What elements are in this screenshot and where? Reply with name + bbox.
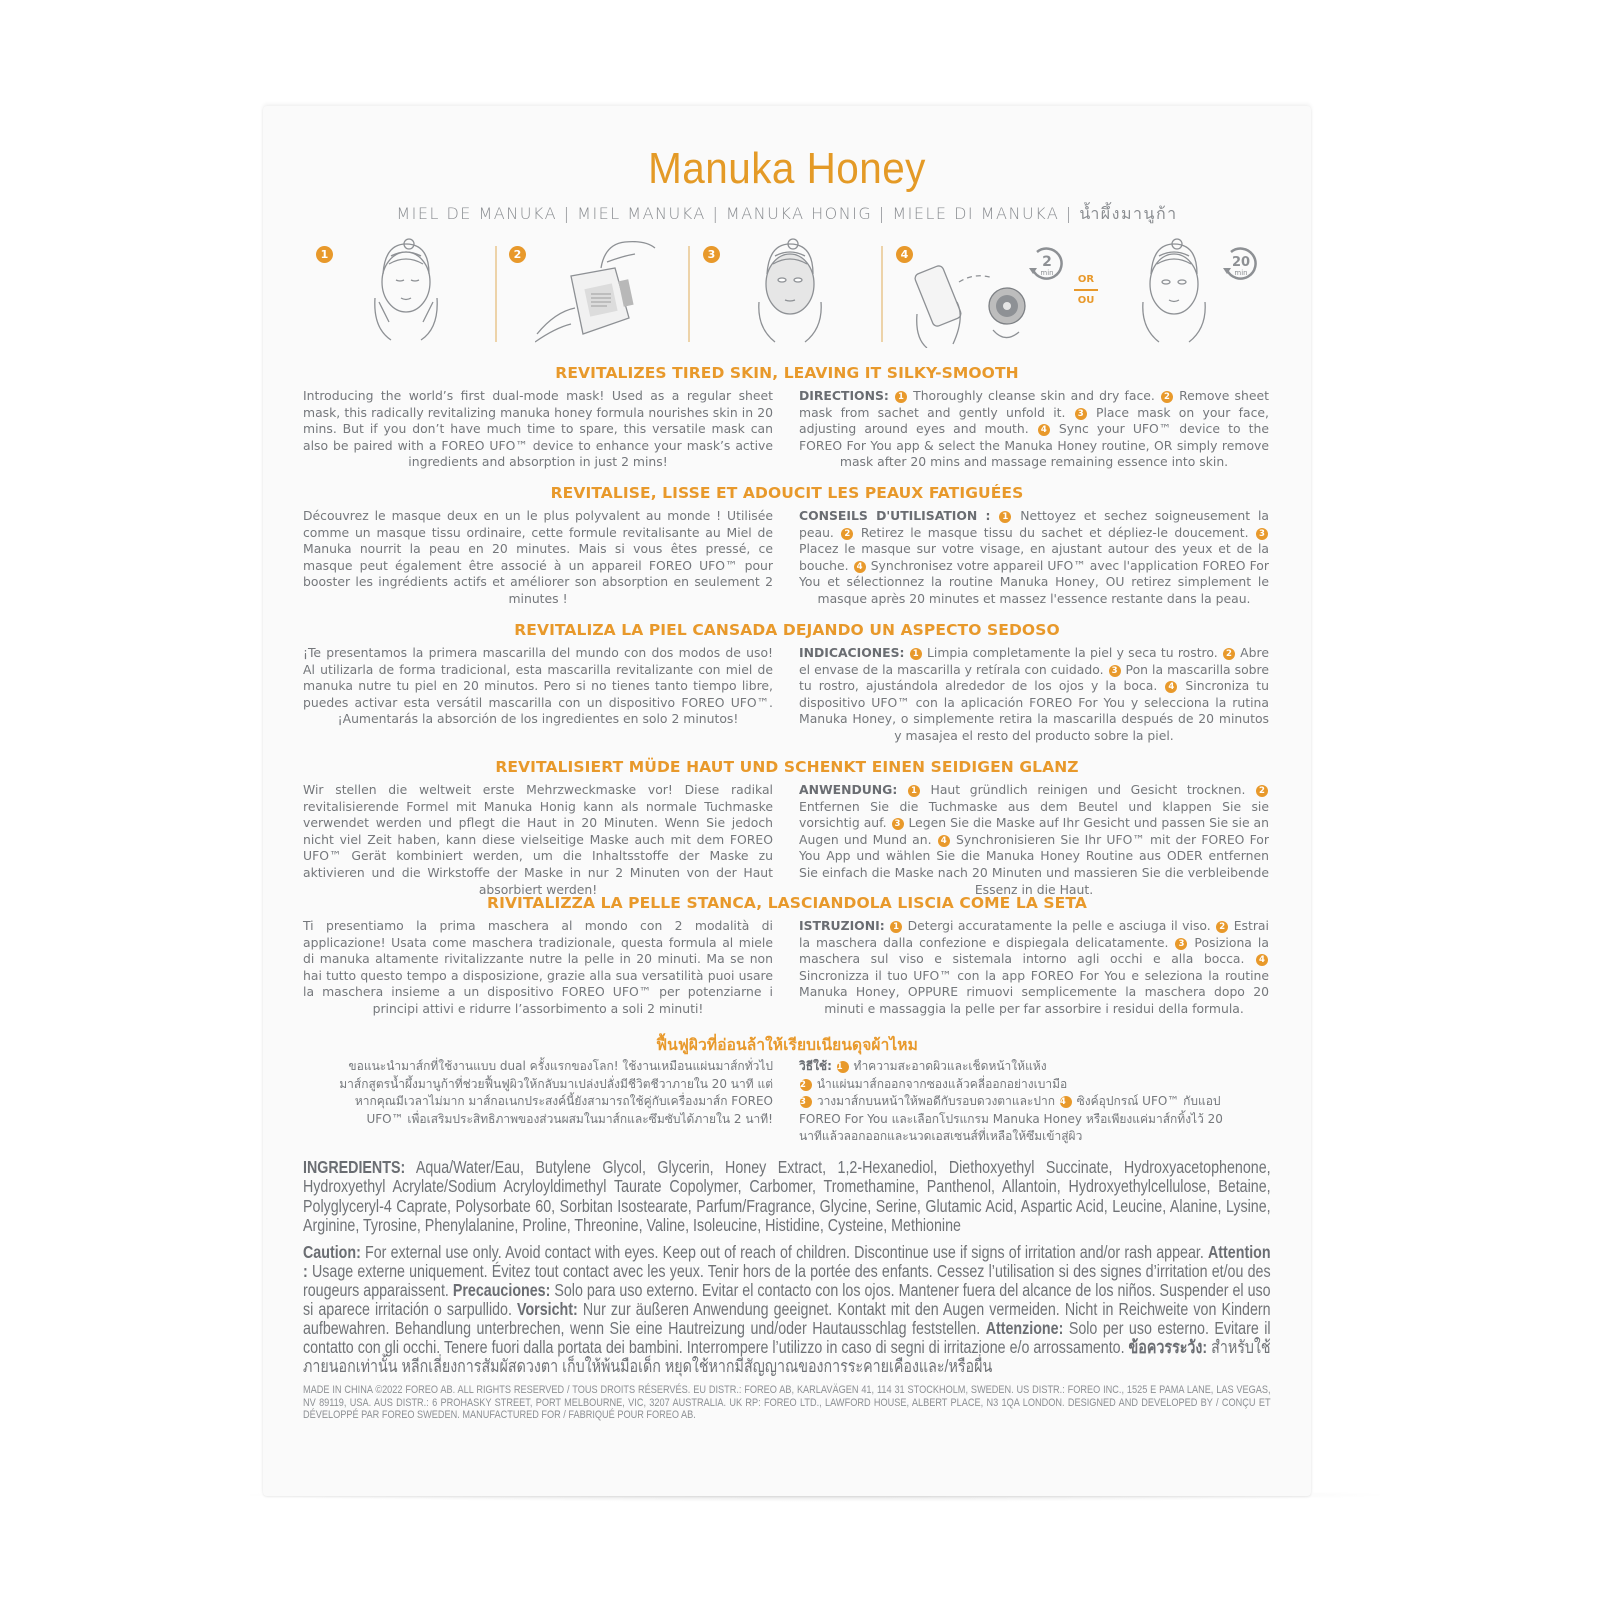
face-cleansing-illustration	[361, 236, 451, 348]
caution-text-it: Solo per uso esterno. Evitare il contatto con gli occhi. Tenere fuori dalla portata dei bambini. Interrompere l’utilizzo in caso di segni di irritazione e/o arrossamento.	[303, 1318, 1271, 1357]
or-separator	[1071, 274, 1101, 306]
legal-footer: MADE IN CHINA ©2022 FOREO AB. ALL RIGHTS RESERVED / TOUS DROITS RÉSERVÉS. EU DISTR.: FOREO AB, KARLAVÄGEN 41, 114 31 STOCKHOLM, SWEDEN. US DISTR.: FOREO INC., 1525 E PAMA LANE, LAS VEGAS, NV 89119, USA. AUS DISTR.: 6 PROHASKY STREET, PORT MELBOURNE, VIC, 3207 AUSTRALIA. UK RP: FOREO LTD., LAWFORD HOUSE, ALBERT PLACE, N3 1QA LONDON. DESIGNED AND DEVELOPED BY / CONÇU ET DÉVELOPPÉ PAR FOREO SWEDEN. MANUFACTURED FOR / FABRIQUÉ POUR FOREO AB.	[303, 1384, 1271, 1422]
direction-step: Posiziona la maschera sul viso e sistemala intorno agli occhi e alla bocca.	[799, 934, 1269, 967]
product-subtitle-translations: MIEL DE MANUKA | MIEL MANUKA | MANUKA HONIG | MIELE DI MANUKA | น้ำผึ้งมานูก้า	[396, 204, 1178, 223]
direction-step: Abre el envase de la mascarilla y retírala con cuidado.	[799, 645, 1269, 677]
direction-step: ซิงค์อุปกรณ์ UFO™ กับแอป FOREO For You และเลือกโปรแกรม Manuka Honey หรือเพียงแค่มาส์กทิ้งไว้ 20 นาทีแล้วลอกออกและนวดเอสเซนส์ที่เหลือให้ซึมเข้าสู่ผิว	[799, 1094, 1223, 1143]
direction-step: Synchronisieren Sie Ihr UFO™ mit der FOREO For You App und wählen Sie die Manuka Honey Routine aus ODER entfernen Sie einfach die Maske nach 20 Minuten und massieren Sie die verbleibende Essenz in die Haut.	[799, 831, 1269, 897]
product-title: Manuka Honey	[648, 144, 926, 193]
directions-de	[799, 782, 1269, 898]
direction-step: Estrai la maschera dalla confezione e dispiegala delicatamente.	[799, 918, 1269, 950]
ingredients-list	[303, 1158, 1271, 1235]
caution-label-es: Precauciones:	[452, 1280, 551, 1300]
direction-step: Nettoyez et sechez soigneusement la peau.	[799, 508, 1269, 540]
section-heading-fr: REVITALISE, LISSE ET ADOUCIT LES PEAUX FATIGUÉES	[550, 484, 1024, 502]
step-number-icon: 3	[1256, 528, 1268, 540]
step-1-badge: 1	[316, 246, 333, 263]
svg-text:min: min	[1234, 269, 1248, 277]
step-number-icon: 2	[1216, 921, 1228, 933]
directions-label: ISTRUZIONI:	[799, 918, 885, 933]
direction-step: Remove sheet mask from sachet and gently unfold it.	[799, 388, 1269, 420]
caution-block	[303, 1243, 1271, 1376]
direction-step: วางมาส์กบนหน้าให้พอดีกับรอบดวงตาและปาก	[816, 1094, 1055, 1108]
step-number-icon: 3	[1175, 938, 1187, 950]
svg-text:2: 2	[1042, 254, 1052, 270]
caution-label-de: Vorsicht:	[517, 1299, 578, 1319]
caution-label-fr: Attention :	[303, 1242, 1271, 1281]
caution-text-de: Nur zur äußeren Anwendung geeignet. Kontakt mit den Augen vermeiden. Nicht in Reichweite von Kindern aufbewahren. Behandlung unterbrechen, wenn Sie eine Hautreizung und/oder Hautausschlag feststellen.	[303, 1299, 1271, 1338]
or-divider-line	[1074, 289, 1098, 291]
step-4-badge: 4	[896, 246, 913, 263]
directions-label: วิธีใช้:	[799, 1059, 832, 1073]
timer-20-min-icon	[1219, 246, 1259, 282]
step-number-icon: 3	[892, 818, 904, 830]
directions-it	[799, 918, 1269, 1018]
ingredients-label: INGREDIENTS:	[303, 1157, 406, 1177]
direction-step: Retirez le masque tissu du sachet et dépliez-le doucement.	[860, 524, 1249, 540]
direction-step: ทำความสะอาดผิวและเช็ดหน้าให้แห้ง	[853, 1059, 1047, 1073]
step-number-icon: 4	[938, 835, 950, 847]
step-divider	[881, 246, 883, 342]
directions-en	[799, 388, 1269, 471]
step-number-icon: 2	[1161, 391, 1173, 403]
step-divider	[688, 246, 690, 342]
intro-text-fr: Découvrez le masque deux en un le plus polyvalent au monde ! Utilisée comme un masque tissu ordinaire, cette formule revitalisante au Miel de Manuka nourrit la peau en 20 minutes. Mais si vous êtes pressé, ce masque peut également être associé à un appareil FOREO UFO™ pour booster les ingrédients actifs et améliorer son absorption en seulement 2 minutes !	[303, 508, 773, 606]
step-number-icon: 4	[1165, 681, 1177, 693]
intro-text-es: ¡Te presentamos la primera mascarilla del mundo con dos modos de uso! Al utilizarla de forma tradicional, esta mascarilla revitalizante con miel de manuka nutre tu piel en 20 minutos. Pero si no tienes tanto tiempo libre, puedes activar esta versátil mascarilla con un dispositivo FOREO UFO™. ¡Aumentarás la absorción de los ingredientes en solo 2 minutos!	[303, 645, 773, 727]
step-number-icon: 1	[890, 921, 902, 933]
intro-text-it: Ti presentiamo la prima maschera al mondo con 2 modalità di applicazione! Usata come maschera tradizionale, questa formula al miele di manuka altamente rivitalizzante nutre la pelle in 20 minuti. Ma se non hai tutto questo tempo a disposizione, grazie alla sua versatilità puoi usare la maschera insieme a un dispositivo FOREO UFO™ per potenziarne i principi attivi e ridurre l’assorbimento a soli 2 minuti!	[303, 918, 773, 1016]
directions-label: CONSEILS D'UTILISATION :	[799, 508, 991, 523]
step-number-icon: 2	[841, 528, 853, 540]
caution-text-fr: Usage externe uniquement. Évitez tout contact avec les yeux. Tenir hors de la portée des enfants. Cessez l’utilisation si des signes d’irritation et/ou des rougeurs apparaissent.	[303, 1261, 1271, 1300]
caution-label-en: Caution:	[303, 1242, 361, 1262]
step-number-icon: 2	[800, 1079, 812, 1091]
timer-2-min-icon	[1025, 246, 1065, 282]
step-number-icon: 1	[910, 648, 922, 660]
svg-text:20: 20	[1231, 255, 1251, 270]
ou-label: OU	[1077, 295, 1095, 306]
intro-text-en: Introducing the world’s first dual-mode mask! Used as a regular sheet mask, this radically revitalizing manuka honey formula nourishes skin in 20 mins. But if you don’t have much time to spare, this versatile mask can also be paired with a FOREO UFO™ device to enhance your mask’s active ingredients and absorption in just 2 mins!	[303, 388, 773, 470]
intro-text-de: Wir stellen die weltweit erste Mehrzweckmaske vor! Diese radikal revitalisierende Formel mit Manuka Honig kann als normale Tuchmaske verwendet werden und pflegt die Haut in 20 Minuten. Wenn Sie jedoch nicht viel Zeit haben, kann diese vielseitige Maske auch mit dem FOREO UFO™ Gerät kombiniert werden, um die Inhaltsstoffe der Maske zu aktivieren und die Wirkstoffe der Maske in nur 2 Minuten von der Haut absorbiert werden!	[303, 782, 773, 897]
directions-th	[799, 1058, 1229, 1146]
step-number-icon: 4	[1038, 424, 1050, 436]
direction-step: Pon la mascarilla sobre tu rostro, ajustándola alrededor de los ojos y la boca.	[799, 661, 1269, 694]
step-number-icon: 4	[1256, 954, 1268, 966]
direction-step: Legen Sie die Maske auf Ihr Gesicht und passen Sie sie an Augen und Mund an.	[799, 815, 1269, 847]
mask-on-face-illustration	[745, 236, 835, 348]
step-3-badge: 3	[703, 246, 720, 263]
direction-step: Thoroughly cleanse skin and dry face.	[913, 388, 1155, 403]
directions-fr	[799, 508, 1269, 608]
directions-es	[799, 645, 1269, 745]
sachet-unfold-illustration	[535, 238, 665, 348]
package-back-panel	[263, 106, 1311, 1496]
step-number-icon: 1	[837, 1061, 849, 1073]
ingredients-text: Aqua/Water/Eau, Butylene Glycol, Glycerin, Honey Extract, 1,2-Hexanediol, Diethoxyethyl Succinate, Hydroxyacetophenone, Hydroxyethyl Acrylate/Sodium Acryloyldimethyl Taurate Copolymer, Carbomer, Tromethamine, Panthenol, Allantoin, Hydroxyethylcellulose, Betaine, Polyglyceryl-4 Caprate, Polysorbate 60, Sorbitan Isostearate, Parfum/Fragrance, Glycine, Serine, Glutamic Acid, Aspartic Acid, Leucine, Alanine, Lysine, Arginine, Tyrosine, Phenylalanine, Proline, Threonine, Valine, Isoleucine, Histidine, Cysteine, Methionine	[303, 1157, 1271, 1235]
caution-text-es: Solo para uso externo. Evitar el contacto con los ojos. Mantener fuera del alcance de los niños. Suspender el uso si aparece irritación o sarpullido.	[303, 1280, 1271, 1319]
direction-step: Placez le masque sur votre visage, en ajustant autour des yeux et de la bouche.	[799, 541, 1269, 573]
svg-text:min: min	[1040, 269, 1054, 277]
intro-text-th: ขอแนะนำมาส์กที่ใช้งานแบบ dual ครั้งแรกของโลก! ใช้งานเหมือนแผ่นมาส์กทั่วไป มาส์กสูตรน้ำผึ้งมานูก้าที่ช่วยฟื้นฟูผิวให้กลับมาเปล่งปลั่งมีชีวิตชีวาภายใน 20 นาที แต่หากคุณมีเวลาไม่มาก มาส์กอเนกประสงค์นี้ยังสามารถใช้คู่กับเครื่องมาส์ก FOREO UFO™ เพื่อเสริมประสิทธิภาพของส่วนผสมในมาส์กและซึมซับได้ภายใน 2 นาที!	[339, 1059, 773, 1126]
section-heading-th: ฟื้นฟูผิวที่อ่อนล้าให้เรียบเนียนดุจผ้าไหม	[656, 1036, 918, 1054]
direction-step: Synchronisez votre appareil UFO™ avec l'application FOREO For You et sélectionnez la routine Manuka Honey, OU retirez simplement le masque après 20 minutes et massez l'essence restante dans la peau.	[799, 557, 1269, 606]
direction-step: Sync your UFO™ device to the FOREO For You app & select the Manuka Honey routine, OR simply remove mask after 20 mins and massage remaining essence into skin.	[799, 421, 1269, 470]
step-number-icon: 2	[1256, 785, 1268, 797]
step-number-icon: 1	[999, 511, 1011, 523]
step-number-icon: 4	[854, 561, 866, 573]
caution-label-th: ข้อควรระวัง:	[1128, 1337, 1208, 1357]
massage-face-illustration	[1129, 236, 1219, 348]
caution-text-en: For external use only. Avoid contact with eyes. Keep out of reach of children. Discontinue use if signs of irritation and/or rash appear.	[364, 1242, 1204, 1262]
direction-step: Haut gründlich reinigen und Gesicht trocknen.	[930, 782, 1246, 797]
step-number-icon: 1	[908, 785, 920, 797]
or-label: OR	[1077, 274, 1095, 285]
caution-text-th: สำหรับใช้ภายนอกเท่านั้น หลีกเลี่ยงการสัมผัสดวงตา เก็บให้พ้นมือเด็ก หยุดใช้หากมีสัญญาณของการระคายเคืองและ/หรือผื่น	[303, 1337, 1271, 1376]
step-number-icon: 3	[1075, 408, 1087, 420]
directions-label: ANWENDUNG:	[799, 782, 898, 797]
section-heading-it: RIVITALIZZA LA PELLE STANCA, LASCIANDOLA LISCIA COME LA SETA	[487, 894, 1087, 912]
direction-step: Sincroniza tu dispositivo UFO™ con la aplicación FOREO For You y selecciona la rutina Manuka Honey, o simplemente retira la mascarilla después de 20 minutos y masajea el resto del producto sobre la piel.	[799, 678, 1269, 743]
section-heading-es: REVITALIZA LA PIEL CANSADA DEJANDO UN ASPECTO SEDOSO	[514, 621, 1060, 639]
direction-step: Detergi accuratamente la pelle e asciuga il viso.	[907, 918, 1211, 933]
direction-step: Limpia completamente la piel y seca tu rostro.	[927, 645, 1218, 660]
ufo-device-sync-illustration	[913, 248, 1033, 348]
direction-step: Place mask on your face, adjusting around eyes and mouth.	[799, 404, 1269, 437]
step-number-icon: 4	[1060, 1096, 1072, 1108]
direction-step: Sincronizza il tuo UFO™ con la app FOREO For You e seleziona la routine Manuka Honey, OPPURE rimuovi semplicemente la maschera dopo 20 minuti e massaggia la pelle per far assorbire i residui della formula.	[799, 967, 1269, 1016]
section-heading-en: REVITALIZES TIRED SKIN, LEAVING IT SILKY-SMOOTH	[555, 364, 1019, 382]
step-number-icon: 3	[800, 1096, 812, 1108]
caution-label-it: Attenzione:	[985, 1318, 1064, 1338]
step-number-icon: 1	[895, 391, 907, 403]
step-number-icon: 3	[1109, 665, 1121, 677]
step-number-icon: 2	[1223, 648, 1235, 660]
section-heading-de: REVITALISIERT MÜDE HAUT UND SCHENKT EINEN SEIDIGEN GLANZ	[495, 758, 1079, 776]
directions-label: DIRECTIONS:	[799, 388, 889, 403]
direction-step: Entfernen Sie die Tuchmaske aus dem Beutel und klappen Sie sie vorsichtig auf.	[799, 798, 1269, 831]
direction-step: นำแผ่นมาส์กออกจากซองแล้วคลี่ออกอย่างเบามือ	[816, 1076, 1068, 1091]
step-divider	[495, 246, 497, 342]
directions-label: INDICACIONES:	[799, 645, 905, 660]
step-2-badge: 2	[509, 246, 526, 263]
